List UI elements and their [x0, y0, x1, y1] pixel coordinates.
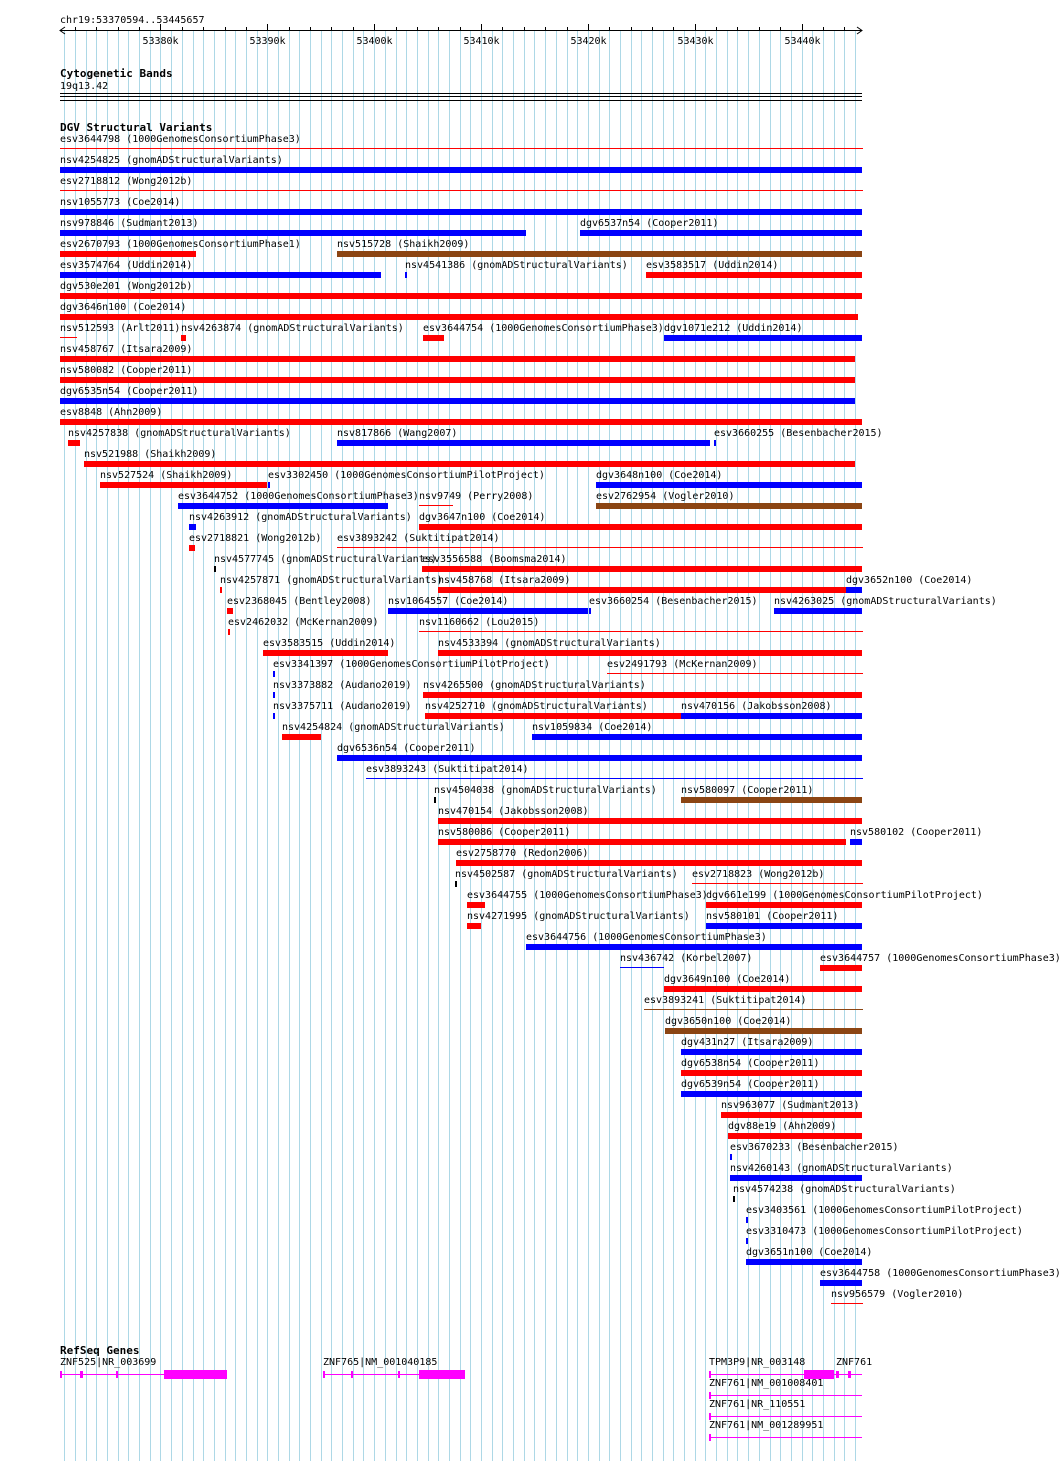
sv-feature-bar[interactable]: [68, 440, 80, 446]
sv-feature-bar[interactable]: [60, 272, 381, 278]
sv-feature-label[interactable]: esv3302450 (1000GenomesConsortiumPilotProject): [268, 470, 545, 481]
sv-feature-label[interactable]: esv3660254 (Besenbacher2015): [589, 596, 758, 607]
sv-feature-bar[interactable]: [60, 356, 855, 362]
gene-exon[interactable]: [709, 1413, 711, 1420]
sv-feature-tick[interactable]: [405, 272, 407, 278]
sv-feature-bar[interactable]: [596, 482, 862, 488]
sv-feature-label[interactable]: esv2718812 (Wong2012b): [60, 176, 193, 187]
dgv-track-title: DGV Structural Variants: [60, 121, 213, 134]
gene-exon[interactable]: [848, 1371, 851, 1378]
sv-feature-tick[interactable]: [228, 629, 230, 635]
sv-feature-label[interactable]: nsv4257838 (gnomADStructuralVariants): [68, 428, 291, 439]
sv-feature-label[interactable]: nsv956579 (Vogler2010): [831, 1289, 964, 1300]
gene-label[interactable]: TPM3P9|NR_003148: [709, 1357, 806, 1368]
sv-feature-bar[interactable]: [60, 314, 858, 320]
sv-feature-label[interactable]: nsv4265500 (gnomADStructuralVariants): [423, 680, 646, 691]
sv-feature-label[interactable]: dgv88e19 (Ahn2009): [728, 1121, 837, 1132]
sv-feature-tick[interactable]: [733, 1196, 735, 1202]
sv-feature-label[interactable]: dgv6538n54 (Cooper2011): [681, 1058, 820, 1069]
sv-feature-bar[interactable]: [467, 902, 485, 908]
sv-feature-label[interactable]: nsv4252710 (gnomADStructuralVariants): [425, 701, 648, 712]
sv-feature-label[interactable]: dgv6535n54 (Cooper2011): [60, 386, 199, 397]
cytoband-bar: [60, 96, 862, 97]
sv-feature-label[interactable]: esv2462032 (McKernan2009): [228, 617, 379, 628]
sv-feature-bar[interactable]: [438, 587, 846, 593]
sv-feature-label[interactable]: nsv817866 (Wang2007): [337, 428, 458, 439]
sv-feature-label[interactable]: esv3893242 (Suktitipat2014): [337, 533, 500, 544]
sv-feature-label[interactable]: dgv3646n100 (Coe2014): [60, 302, 187, 313]
gene-exon[interactable]: [419, 1370, 465, 1379]
sv-feature-bar[interactable]: [665, 1028, 862, 1034]
sv-feature-label[interactable]: nsv4260143 (gnomADStructuralVariants): [730, 1163, 953, 1174]
sv-feature-label[interactable]: esv3670233 (Besenbacher2015): [730, 1142, 899, 1153]
sv-feature-label[interactable]: nsv4263874 (gnomADStructuralVariants): [181, 323, 404, 334]
sv-feature-tick[interactable]: [268, 482, 270, 488]
sv-feature-line[interactable]: [60, 148, 863, 149]
sv-feature-label[interactable]: dgv530e201 (Wong2012b): [60, 281, 193, 292]
sv-feature-bar[interactable]: [337, 755, 862, 761]
sv-feature-line[interactable]: [419, 631, 863, 632]
sv-feature-label[interactable]: nsv521988 (Shaikh2009): [84, 449, 217, 460]
sv-feature-label[interactable]: esv3310473 (1000GenomesConsortiumPilotProject): [746, 1226, 1023, 1237]
sv-feature-label[interactable]: nsv527524 (Shaikh2009): [100, 470, 233, 481]
sv-feature-bar[interactable]: [467, 923, 481, 929]
cytoband-track-title: Cytogenetic Bands: [60, 67, 173, 80]
sv-feature-bar[interactable]: [438, 839, 846, 845]
sv-feature-label[interactable]: esv3644752 (1000GenomesConsortiumPhase3): [178, 491, 419, 502]
sv-feature-label[interactable]: esv3583517 (Uddin2014): [646, 260, 779, 271]
sv-feature-label[interactable]: nsv580082 (Cooper2011): [60, 365, 193, 376]
sv-feature-label[interactable]: nsv4271995 (gnomADStructuralVariants): [467, 911, 690, 922]
sv-feature-bar[interactable]: [526, 944, 862, 950]
ruler-tick-label: 53410k: [463, 36, 500, 47]
sv-feature-line[interactable]: [831, 1303, 863, 1304]
sv-feature-bar[interactable]: [423, 335, 444, 341]
sv-feature-bar[interactable]: [596, 503, 862, 509]
sv-feature-tick[interactable]: [589, 608, 591, 614]
sv-feature-label[interactable]: esv3556588 (Boomsma2014): [422, 554, 567, 565]
sv-feature-label[interactable]: nsv515728 (Shaikh2009): [337, 239, 470, 250]
sv-feature-bar[interactable]: [820, 1280, 862, 1286]
sv-feature-label[interactable]: esv2718823 (Wong2012b): [692, 869, 825, 880]
sv-feature-bar[interactable]: [456, 860, 862, 866]
sv-feature-label[interactable]: nsv580102 (Cooper2011): [850, 827, 983, 838]
ruler-tick-label: 53430k: [677, 36, 714, 47]
sv-feature-label[interactable]: nsv963077 (Sudmant2013): [721, 1100, 860, 1111]
sv-feature-bar[interactable]: [681, 797, 862, 803]
sv-feature-bar[interactable]: [282, 734, 321, 740]
sv-feature-label[interactable]: nsv9749 (Perry2008): [419, 491, 534, 502]
sv-feature-label[interactable]: nsv580086 (Cooper2011): [438, 827, 571, 838]
gene-label[interactable]: ZNF525|NR_003699: [60, 1357, 157, 1368]
gene-label[interactable]: ZNF761|NM_001008401: [709, 1378, 824, 1389]
sv-feature-bar[interactable]: [337, 440, 710, 446]
sv-feature-bar[interactable]: [850, 839, 862, 845]
sv-feature-bar[interactable]: [60, 377, 855, 383]
sv-feature-tick[interactable]: [434, 797, 436, 803]
ruler-tick-label: 53420k: [570, 36, 607, 47]
sv-feature-label[interactable]: nsv1160662 (Lou2015): [419, 617, 540, 628]
gene-exon[interactable]: [164, 1370, 227, 1379]
refseq-track-title: RefSeq Genes: [60, 1344, 140, 1357]
gene-exon[interactable]: [836, 1371, 839, 1378]
cytoband-label: 19q13.42: [60, 81, 109, 92]
gene-label[interactable]: ZNF761|NR_110551: [709, 1399, 806, 1410]
sv-feature-bar[interactable]: [438, 818, 862, 824]
sv-feature-label[interactable]: dgv3651n100 (Coe2014): [746, 1247, 873, 1258]
sv-feature-label[interactable]: nsv1064557 (Coe2014): [388, 596, 509, 607]
sv-feature-bar[interactable]: [820, 965, 862, 971]
gene-label[interactable]: ZNF761: [836, 1357, 873, 1368]
gene-intron-line[interactable]: [709, 1395, 862, 1396]
sv-feature-line[interactable]: [692, 883, 863, 884]
sv-feature-label[interactable]: esv2762954 (Vogler2010): [596, 491, 735, 502]
sv-feature-tick[interactable]: [214, 566, 216, 572]
gene-exon[interactable]: [709, 1434, 711, 1441]
sv-feature-label[interactable]: nsv4257871 (gnomADStructuralVariants): [220, 575, 443, 586]
sv-feature-bar[interactable]: [423, 692, 862, 698]
sv-feature-bar[interactable]: [100, 482, 267, 488]
sv-feature-label[interactable]: dgv6537n54 (Cooper2011): [580, 218, 719, 229]
sv-feature-label[interactable]: nsv978846 (Sudmant2013): [60, 218, 199, 229]
gene-label[interactable]: ZNF761|NM_001289951: [709, 1420, 824, 1431]
sv-feature-bar[interactable]: [84, 461, 855, 467]
sv-feature-label[interactable]: esv2670793 (1000GenomesConsortiumPhase1): [60, 239, 301, 250]
sv-feature-line[interactable]: [620, 967, 664, 968]
sv-feature-bar[interactable]: [422, 566, 862, 572]
sv-feature-label[interactable]: dgv3647n100 (Coe2014): [419, 512, 546, 523]
sv-feature-bar[interactable]: [263, 650, 388, 656]
gene-exon[interactable]: [398, 1371, 400, 1378]
sv-feature-label[interactable]: nsv4263912 (gnomADStructuralVariants): [189, 512, 412, 523]
sv-feature-label[interactable]: esv3644758 (1000GenomesConsortiumPhase3): [820, 1268, 1061, 1279]
sv-feature-label[interactable]: nsv4263025 (gnomADStructuralVariants): [774, 596, 997, 607]
sv-feature-bar[interactable]: [178, 503, 388, 509]
gene-exon[interactable]: [709, 1371, 711, 1378]
sv-feature-label[interactable]: esv2368045 (Bentley2008): [227, 596, 372, 607]
sv-feature-label[interactable]: esv8848 (Ahn2009): [60, 407, 163, 418]
sv-feature-label[interactable]: dgv431n27 (Itsara2009): [681, 1037, 814, 1048]
sv-feature-label[interactable]: nsv580101 (Cooper2011): [706, 911, 839, 922]
sv-feature-label[interactable]: nsv1055773 (Coe2014): [60, 197, 181, 208]
sv-feature-bar[interactable]: [646, 272, 862, 278]
sv-feature-bar[interactable]: [60, 293, 862, 299]
sv-feature-label[interactable]: esv3644798 (1000GenomesConsortiumPhase3): [60, 134, 301, 145]
gene-exon[interactable]: [351, 1371, 353, 1378]
sv-feature-tick[interactable]: [714, 440, 716, 446]
sv-feature-label[interactable]: esv3644755 (1000GenomesConsortiumPhase3): [467, 890, 708, 901]
sv-feature-label[interactable]: nsv3375711 (Audano2019): [273, 701, 412, 712]
sv-feature-label[interactable]: dgv661e199 (1000GenomesConsortiumPilotProject): [706, 890, 983, 901]
sv-feature-label[interactable]: nsv4254824 (gnomADStructuralVariants): [282, 722, 505, 733]
sv-feature-label[interactable]: esv3660255 (Besenbacher2015): [714, 428, 883, 439]
sv-feature-label[interactable]: nsv580097 (Cooper2011): [681, 785, 814, 796]
sv-feature-label[interactable]: nsv4504038 (gnomADStructuralVariants): [434, 785, 657, 796]
sv-feature-label[interactable]: esv3893241 (Suktitipat2014): [644, 995, 807, 1006]
sv-feature-bar[interactable]: [181, 335, 186, 341]
sv-feature-bar[interactable]: [681, 713, 862, 719]
sv-feature-label[interactable]: nsv1059834 (Coe2014): [532, 722, 653, 733]
sv-feature-label[interactable]: esv3644756 (1000GenomesConsortiumPhase3): [526, 932, 767, 943]
sv-feature-label[interactable]: dgv3652n100 (Coe2014): [846, 575, 973, 586]
sv-feature-label[interactable]: esv3403561 (1000GenomesConsortiumPilotProject): [746, 1205, 1023, 1216]
sv-feature-bar[interactable]: [189, 545, 195, 551]
sv-feature-label[interactable]: dgv6539n54 (Cooper2011): [681, 1079, 820, 1090]
sv-feature-line[interactable]: [419, 505, 453, 506]
sv-feature-label[interactable]: esv2718821 (Wong2012b): [189, 533, 322, 544]
sv-feature-bar[interactable]: [189, 524, 196, 530]
sv-feature-label[interactable]: nsv4254825 (gnomADStructuralVariants): [60, 155, 283, 166]
gene-intron-line[interactable]: [709, 1416, 862, 1417]
sv-feature-tick[interactable]: [730, 1154, 732, 1160]
sv-feature-label[interactable]: nsv458768 (Itsara2009): [438, 575, 571, 586]
sv-feature-label[interactable]: nsv4574238 (gnomADStructuralVariants): [733, 1184, 956, 1195]
sv-feature-bar[interactable]: [746, 1259, 862, 1265]
sv-feature-bar[interactable]: [60, 419, 862, 425]
sv-feature-label[interactable]: dgv3649n100 (Coe2014): [664, 974, 791, 985]
sv-feature-label[interactable]: nsv470154 (Jakobsson2008): [438, 806, 589, 817]
gene-intron-line[interactable]: [709, 1437, 862, 1438]
track-separator: [60, 100, 862, 101]
sv-feature-label[interactable]: esv2491793 (McKernan2009): [607, 659, 758, 670]
sv-feature-label[interactable]: dgv3650n100 (Coe2014): [665, 1016, 792, 1027]
cytoband-bar: [60, 93, 862, 94]
sv-feature-label[interactable]: dgv6536n54 (Cooper2011): [337, 743, 476, 754]
location-label: chr19:53370594..53445657: [60, 15, 205, 26]
sv-feature-label[interactable]: nsv4533394 (gnomADStructuralVariants): [438, 638, 661, 649]
sv-feature-label[interactable]: esv3893243 (Suktitipat2014): [366, 764, 529, 775]
ruler-tick-label: 53440k: [784, 36, 821, 47]
sv-feature-tick[interactable]: [273, 692, 275, 698]
sv-feature-label[interactable]: nsv4502587 (gnomADStructuralVariants): [455, 869, 678, 880]
sv-feature-tick[interactable]: [746, 1217, 748, 1223]
sv-feature-line[interactable]: [337, 547, 863, 548]
sv-feature-label[interactable]: esv3644757 (1000GenomesConsortiumPhase3): [820, 953, 1061, 964]
sv-feature-bar[interactable]: [664, 986, 862, 992]
sv-feature-label[interactable]: esv3644754 (1000GenomesConsortiumPhase3): [423, 323, 664, 334]
sv-feature-bar[interactable]: [60, 230, 526, 236]
sv-feature-bar[interactable]: [706, 923, 862, 929]
sv-feature-line[interactable]: [60, 337, 77, 338]
sv-feature-bar[interactable]: [337, 251, 862, 257]
sv-feature-line[interactable]: [644, 1009, 863, 1010]
sv-feature-bar[interactable]: [60, 251, 196, 257]
sv-feature-label[interactable]: esv3583515 (Uddin2014): [263, 638, 396, 649]
sv-feature-label[interactable]: dgv3648n100 (Coe2014): [596, 470, 723, 481]
sv-feature-bar[interactable]: [532, 734, 862, 740]
sv-feature-bar[interactable]: [681, 1049, 862, 1055]
ruler-axis: [0, 0, 890, 55]
sv-feature-bar[interactable]: [419, 524, 862, 530]
sv-feature-tick[interactable]: [273, 671, 275, 677]
sv-feature-tick[interactable]: [455, 881, 457, 887]
sv-feature-bar[interactable]: [388, 608, 588, 614]
ruler-tick-label: 53380k: [142, 36, 179, 47]
sv-feature-bar[interactable]: [580, 230, 862, 236]
gene-exon[interactable]: [116, 1371, 118, 1378]
sv-feature-label[interactable]: nsv3373882 (Audano2019): [273, 680, 412, 691]
sv-feature-bar[interactable]: [438, 650, 862, 656]
ruler-tick-label: 53390k: [249, 36, 286, 47]
sv-feature-bar[interactable]: [60, 398, 855, 404]
sv-feature-tick[interactable]: [273, 713, 275, 719]
sv-feature-bar[interactable]: [664, 335, 862, 341]
ruler-tick-label: 53400k: [356, 36, 393, 47]
sv-feature-tick[interactable]: [220, 587, 222, 593]
sv-feature-bar[interactable]: [774, 608, 862, 614]
gene-label[interactable]: ZNF765|NM_001040185: [323, 1357, 438, 1368]
sv-feature-line[interactable]: [607, 673, 863, 674]
sv-feature-label[interactable]: esv2758770 (Redon2006): [456, 848, 589, 859]
sv-feature-bar[interactable]: [60, 167, 862, 173]
sv-feature-label[interactable]: nsv512593 (Arlt2011): [60, 323, 181, 334]
sv-feature-bar[interactable]: [227, 608, 233, 614]
sv-feature-bar[interactable]: [846, 587, 862, 593]
gene-exon[interactable]: [60, 1371, 62, 1378]
sv-feature-line[interactable]: [60, 190, 863, 191]
sv-feature-label[interactable]: nsv4577745 (gnomADStructuralVariants): [214, 554, 437, 565]
sv-feature-label[interactable]: nsv4541386 (gnomADStructuralVariants): [405, 260, 628, 271]
sv-feature-label[interactable]: esv3574764 (Uddin2014): [60, 260, 193, 271]
sv-feature-bar[interactable]: [681, 1070, 862, 1076]
sv-feature-label[interactable]: dgv1071e212 (Uddin2014): [664, 323, 803, 334]
sv-feature-bar[interactable]: [730, 1175, 862, 1181]
gene-exon[interactable]: [323, 1371, 325, 1378]
sv-feature-label[interactable]: nsv458767 (Itsara2009): [60, 344, 193, 355]
sv-feature-bar[interactable]: [706, 902, 862, 908]
sv-feature-line[interactable]: [366, 778, 863, 779]
sv-feature-bar[interactable]: [728, 1133, 862, 1139]
sv-feature-label[interactable]: esv3341397 (1000GenomesConsortiumPilotProject): [273, 659, 550, 670]
sv-feature-tick[interactable]: [746, 1238, 748, 1244]
sv-feature-label[interactable]: nsv436742 (Korbel2007): [620, 953, 753, 964]
sv-feature-label[interactable]: nsv470156 (Jakobsson2008): [681, 701, 832, 712]
sv-feature-bar[interactable]: [721, 1112, 862, 1118]
gene-exon[interactable]: [709, 1392, 711, 1399]
sv-feature-bar[interactable]: [60, 209, 862, 215]
sv-feature-bar[interactable]: [681, 1091, 862, 1097]
gene-exon[interactable]: [80, 1371, 83, 1378]
